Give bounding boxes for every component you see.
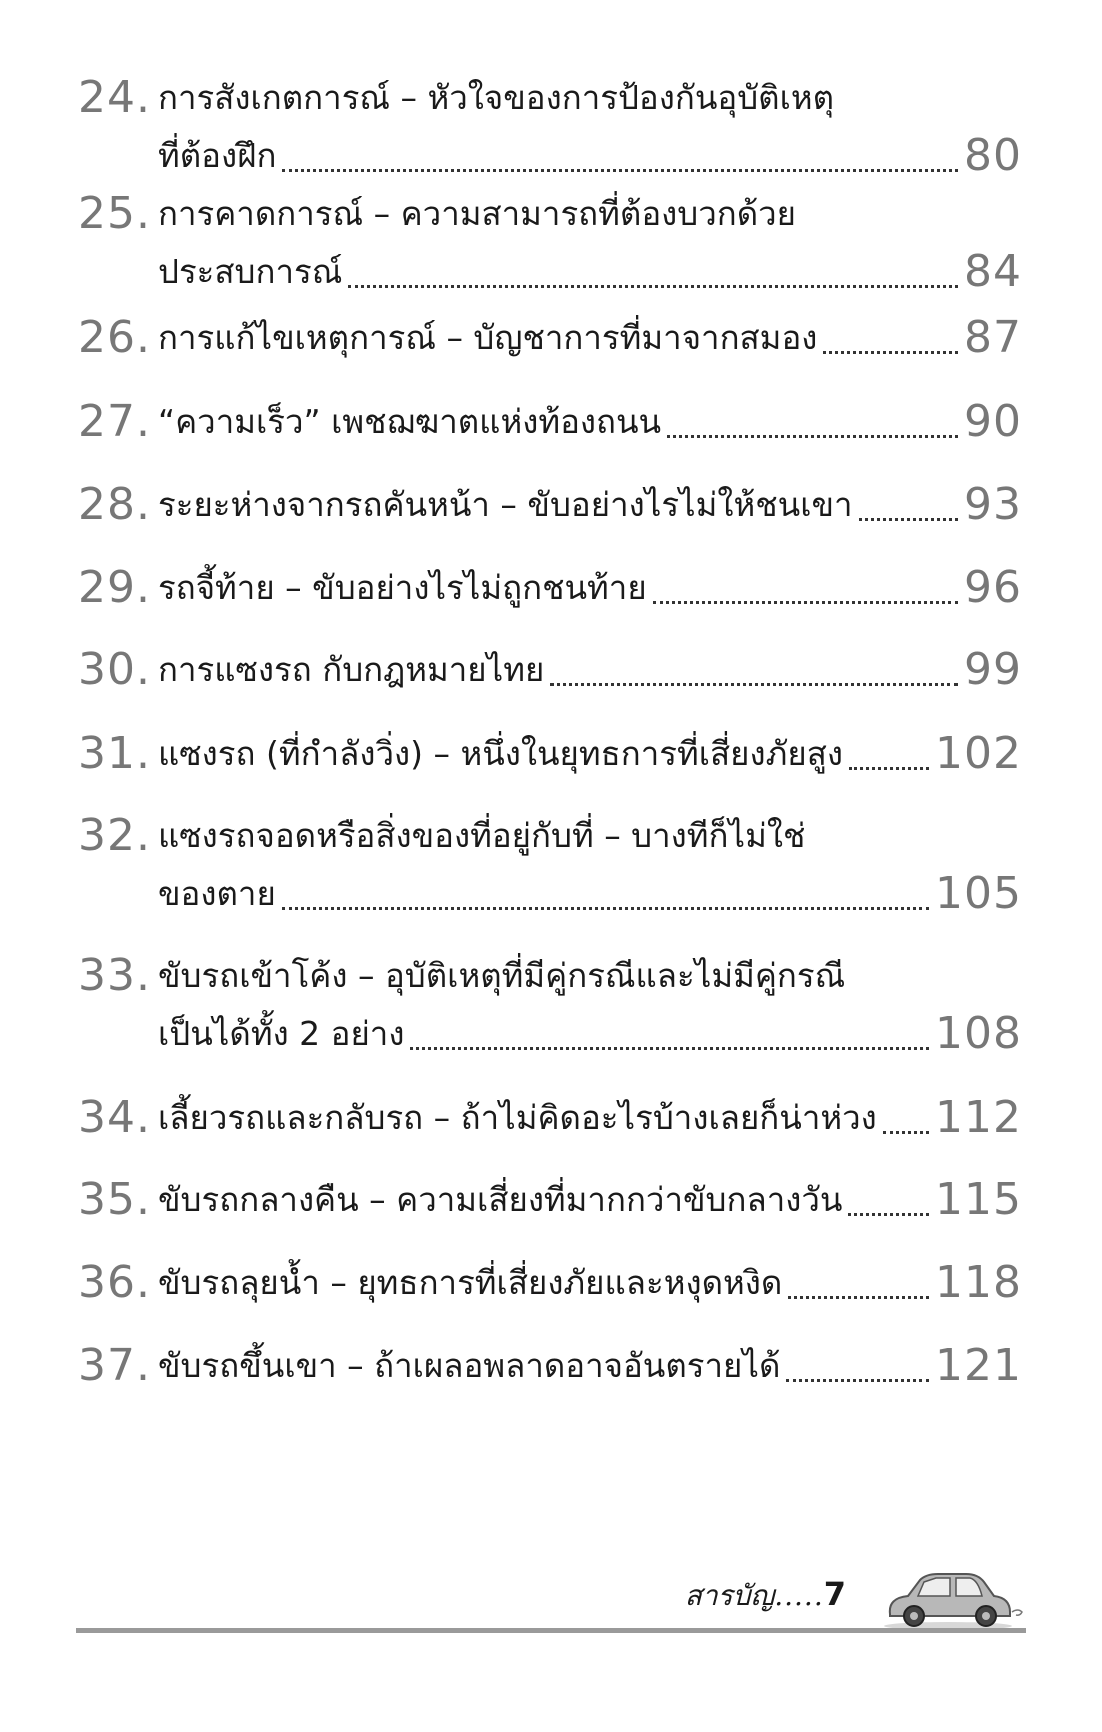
entry-number: 29. bbox=[78, 562, 151, 613]
entry-number: 34. bbox=[78, 1092, 151, 1143]
leader-dots bbox=[849, 767, 929, 770]
leader-dots bbox=[848, 1213, 929, 1216]
entry-title-line bbox=[158, 1090, 1022, 1146]
entry-number: 35. bbox=[78, 1174, 151, 1225]
entry-page-number: 80 bbox=[964, 130, 1022, 181]
entry-page-number: 105 bbox=[935, 868, 1022, 919]
leader-dots bbox=[667, 435, 958, 438]
leader-dots bbox=[788, 1296, 929, 1299]
entry-title-cont: เป็นได้ทั้ง 2 อย่าง bbox=[158, 1014, 405, 1053]
leader-dots bbox=[883, 1131, 929, 1134]
entry-title-cont: ที่ต้องฝึก bbox=[158, 136, 277, 175]
footer-dots: ..... bbox=[774, 1579, 824, 1612]
entry-number: 32. bbox=[78, 810, 151, 861]
car-icon bbox=[878, 1568, 1026, 1632]
entry-title-cont: ของตาย bbox=[158, 874, 276, 913]
entry-title: การคาดการณ์ – ความสามารถที่ต้องบวกด้วย bbox=[158, 194, 797, 233]
entry-number: 27. bbox=[78, 396, 151, 447]
entry-number: 24. bbox=[78, 72, 151, 123]
entry-title: ระยะห่างจากรถคันหน้า – ขับอย่างไรไม่ให้ชนเขา bbox=[158, 485, 853, 524]
leader-dots bbox=[653, 601, 958, 604]
entry-number: 30. bbox=[78, 644, 151, 695]
entry-page-number: 108 bbox=[935, 1008, 1022, 1059]
entry-title: การแก้ไขเหตุการณ์ – บัญชาการที่มาจากสมอง bbox=[158, 318, 818, 357]
entry-title: ขับรถเข้าโค้ง – อุบัติเหตุที่มีคู่กรณีและไม่มีคู่กรณี bbox=[158, 956, 846, 995]
entry-page-number: 84 bbox=[964, 246, 1022, 297]
entry-title-line bbox=[158, 70, 1022, 126]
entry-title-line bbox=[158, 394, 1022, 450]
entry-title-line bbox=[158, 477, 1022, 533]
entry-title-line bbox=[158, 866, 1022, 922]
leader-dots bbox=[786, 1379, 929, 1382]
entry-page-number: 99 bbox=[964, 644, 1022, 695]
entry-title: การสังเกตการณ์ – หัวใจของการป้องกันอุบัติเหตุ bbox=[158, 78, 835, 117]
entry-title-line bbox=[158, 948, 1022, 1004]
entry-page-number: 121 bbox=[935, 1340, 1022, 1391]
entry-page-number: 118 bbox=[935, 1257, 1022, 1308]
leader-dots bbox=[348, 285, 958, 288]
footer-section-label: สารบัญ bbox=[684, 1579, 775, 1612]
entry-page-number: 93 bbox=[964, 479, 1022, 530]
entry-title: ขับรถขึ้นเขา – ถ้าเผลอพลาดอาจอันตรายได้ bbox=[158, 1346, 781, 1385]
entry-title-line bbox=[158, 642, 1022, 698]
leader-dots bbox=[282, 907, 929, 910]
entry-page-number: 87 bbox=[964, 312, 1022, 363]
entry-title-line bbox=[158, 1338, 1022, 1394]
entry-page-number: 115 bbox=[935, 1174, 1022, 1225]
entry-title: รถจี้ท้าย – ขับอย่างไรไม่ถูกชนท้าย bbox=[158, 568, 647, 607]
entry-title: แซงรถจอดหรือสิ่งของที่อยู่กับที่ – บางทีก็ไม่ใช่ bbox=[158, 816, 806, 855]
entry-number: 25. bbox=[78, 188, 151, 239]
entry-title-line bbox=[158, 244, 1022, 300]
entry-title-line bbox=[158, 1006, 1022, 1062]
entry-title: การแซงรถ กับกฎหมายไทย bbox=[158, 650, 545, 689]
entry-title-cont: ประสบการณ์ bbox=[158, 252, 343, 291]
entry-title: “ความเร็ว” เพชฌฆาตแห่งท้องถนน bbox=[158, 402, 662, 441]
entry-number: 31. bbox=[78, 728, 151, 779]
leader-dots bbox=[282, 169, 958, 172]
entry-title-line bbox=[158, 1255, 1022, 1311]
entry-number: 26. bbox=[78, 312, 151, 363]
leader-dots bbox=[859, 518, 958, 521]
entry-title-line bbox=[158, 186, 1022, 242]
entry-title: เลี้ยวรถและกลับรถ – ถ้าไม่คิดอะไรบ้างเลยก็น่าห่วง bbox=[158, 1098, 877, 1137]
entry-title-line bbox=[158, 128, 1022, 184]
entry-title: ขับรถลุยน้ำ – ยุทธการที่เสี่ยงภัยและหงุดหงิด bbox=[158, 1263, 783, 1302]
entry-title-line bbox=[158, 808, 1022, 864]
footer-page-number: 7 bbox=[823, 1575, 846, 1613]
entry-page-number: 112 bbox=[935, 1092, 1022, 1143]
footer-label-group bbox=[685, 1574, 846, 1618]
footer-rule bbox=[76, 1628, 1026, 1633]
entry-number: 28. bbox=[78, 479, 151, 530]
leader-dots bbox=[410, 1047, 929, 1050]
entry-page-number: 102 bbox=[935, 728, 1022, 779]
entry-number: 36. bbox=[78, 1257, 151, 1308]
entry-title-line bbox=[158, 310, 1022, 366]
entry-title: แซงรถ (ที่กำลังวิ่ง) – หนึ่งในยุทธการที่เสี่ยงภัยสูง bbox=[158, 734, 843, 773]
entry-title-line bbox=[158, 1172, 1022, 1228]
page-footer bbox=[76, 1568, 1026, 1648]
entry-page-number: 90 bbox=[964, 396, 1022, 447]
entry-title-line bbox=[158, 560, 1022, 616]
entry-page-number: 96 bbox=[964, 562, 1022, 613]
leader-dots bbox=[823, 351, 958, 354]
entry-title: ขับรถกลางคืน – ความเสี่ยงที่มากกว่าขับกลางวัน bbox=[158, 1180, 843, 1219]
entry-title-line bbox=[158, 726, 1022, 782]
entry-number: 37. bbox=[78, 1340, 151, 1391]
entry-number: 33. bbox=[78, 950, 151, 1001]
leader-dots bbox=[550, 683, 958, 686]
